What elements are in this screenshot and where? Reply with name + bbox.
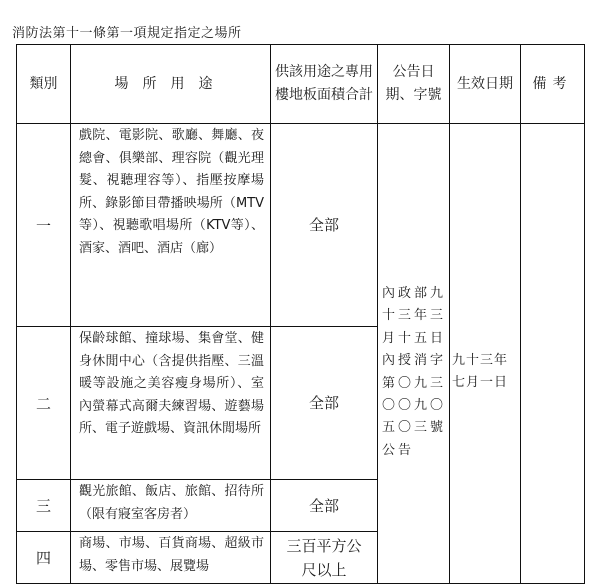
row-use: 戲院、電影院、歌廳、舞廳、夜總會、俱樂部、理容院（觀光理髮、視聽理容等）、指壓按摩場所、錄影節目帶播映場所（MTV等）、視聽歌唱場所（KTV等）、酒家、酒吧、酒店（廊） [71, 124, 271, 327]
row-area: 全部 [271, 480, 378, 532]
header-notice: 公告日期、字號 [378, 45, 450, 124]
row-category: 三 [17, 480, 71, 532]
notice-cell [378, 124, 450, 584]
row-use: 觀光旅館、飯店、旅館、招待所（限有寢室客房者） [71, 480, 271, 532]
row-category: 四 [17, 532, 71, 584]
header-use: 場所用途 [71, 45, 271, 124]
header-area: 供該用途之專用樓地板面積合計 [271, 45, 378, 124]
row-category: 二 [17, 327, 71, 480]
row-category: 一 [17, 124, 71, 327]
table-row [17, 124, 585, 327]
notice-text: 內政部九十三年三月十五日內授消字第〇九三〇〇九〇五〇三號公告 [382, 286, 447, 458]
row-use: 商場、市場、百貨商場、超級市場、零售市場、展覽場 [71, 532, 271, 584]
table-caption: 消防法第十一條第一項規定指定之場所 [12, 26, 242, 41]
header-effective: 生效日期 [450, 45, 521, 124]
header-remarks: 備考 [521, 45, 585, 124]
effective-cell [450, 124, 521, 584]
row-area: 全部 [271, 124, 378, 327]
row-area: 全部 [271, 327, 378, 480]
effective-date: 九十三年七月一日 [452, 353, 509, 391]
header-row [17, 45, 585, 124]
header-category: 類別 [17, 45, 71, 124]
row-area: 三百平方公尺以上 [271, 532, 378, 584]
designated-venues-table [16, 44, 585, 584]
row-use: 保齡球館、撞球場、集會堂、健身休閒中心（含提供指壓、三溫暖等設施之美容瘦身場所）、室內螢幕式高爾夫練習場、遊藝場所、電子遊戲場、資訊休閒場所 [71, 327, 271, 480]
remarks-cell [521, 124, 585, 584]
